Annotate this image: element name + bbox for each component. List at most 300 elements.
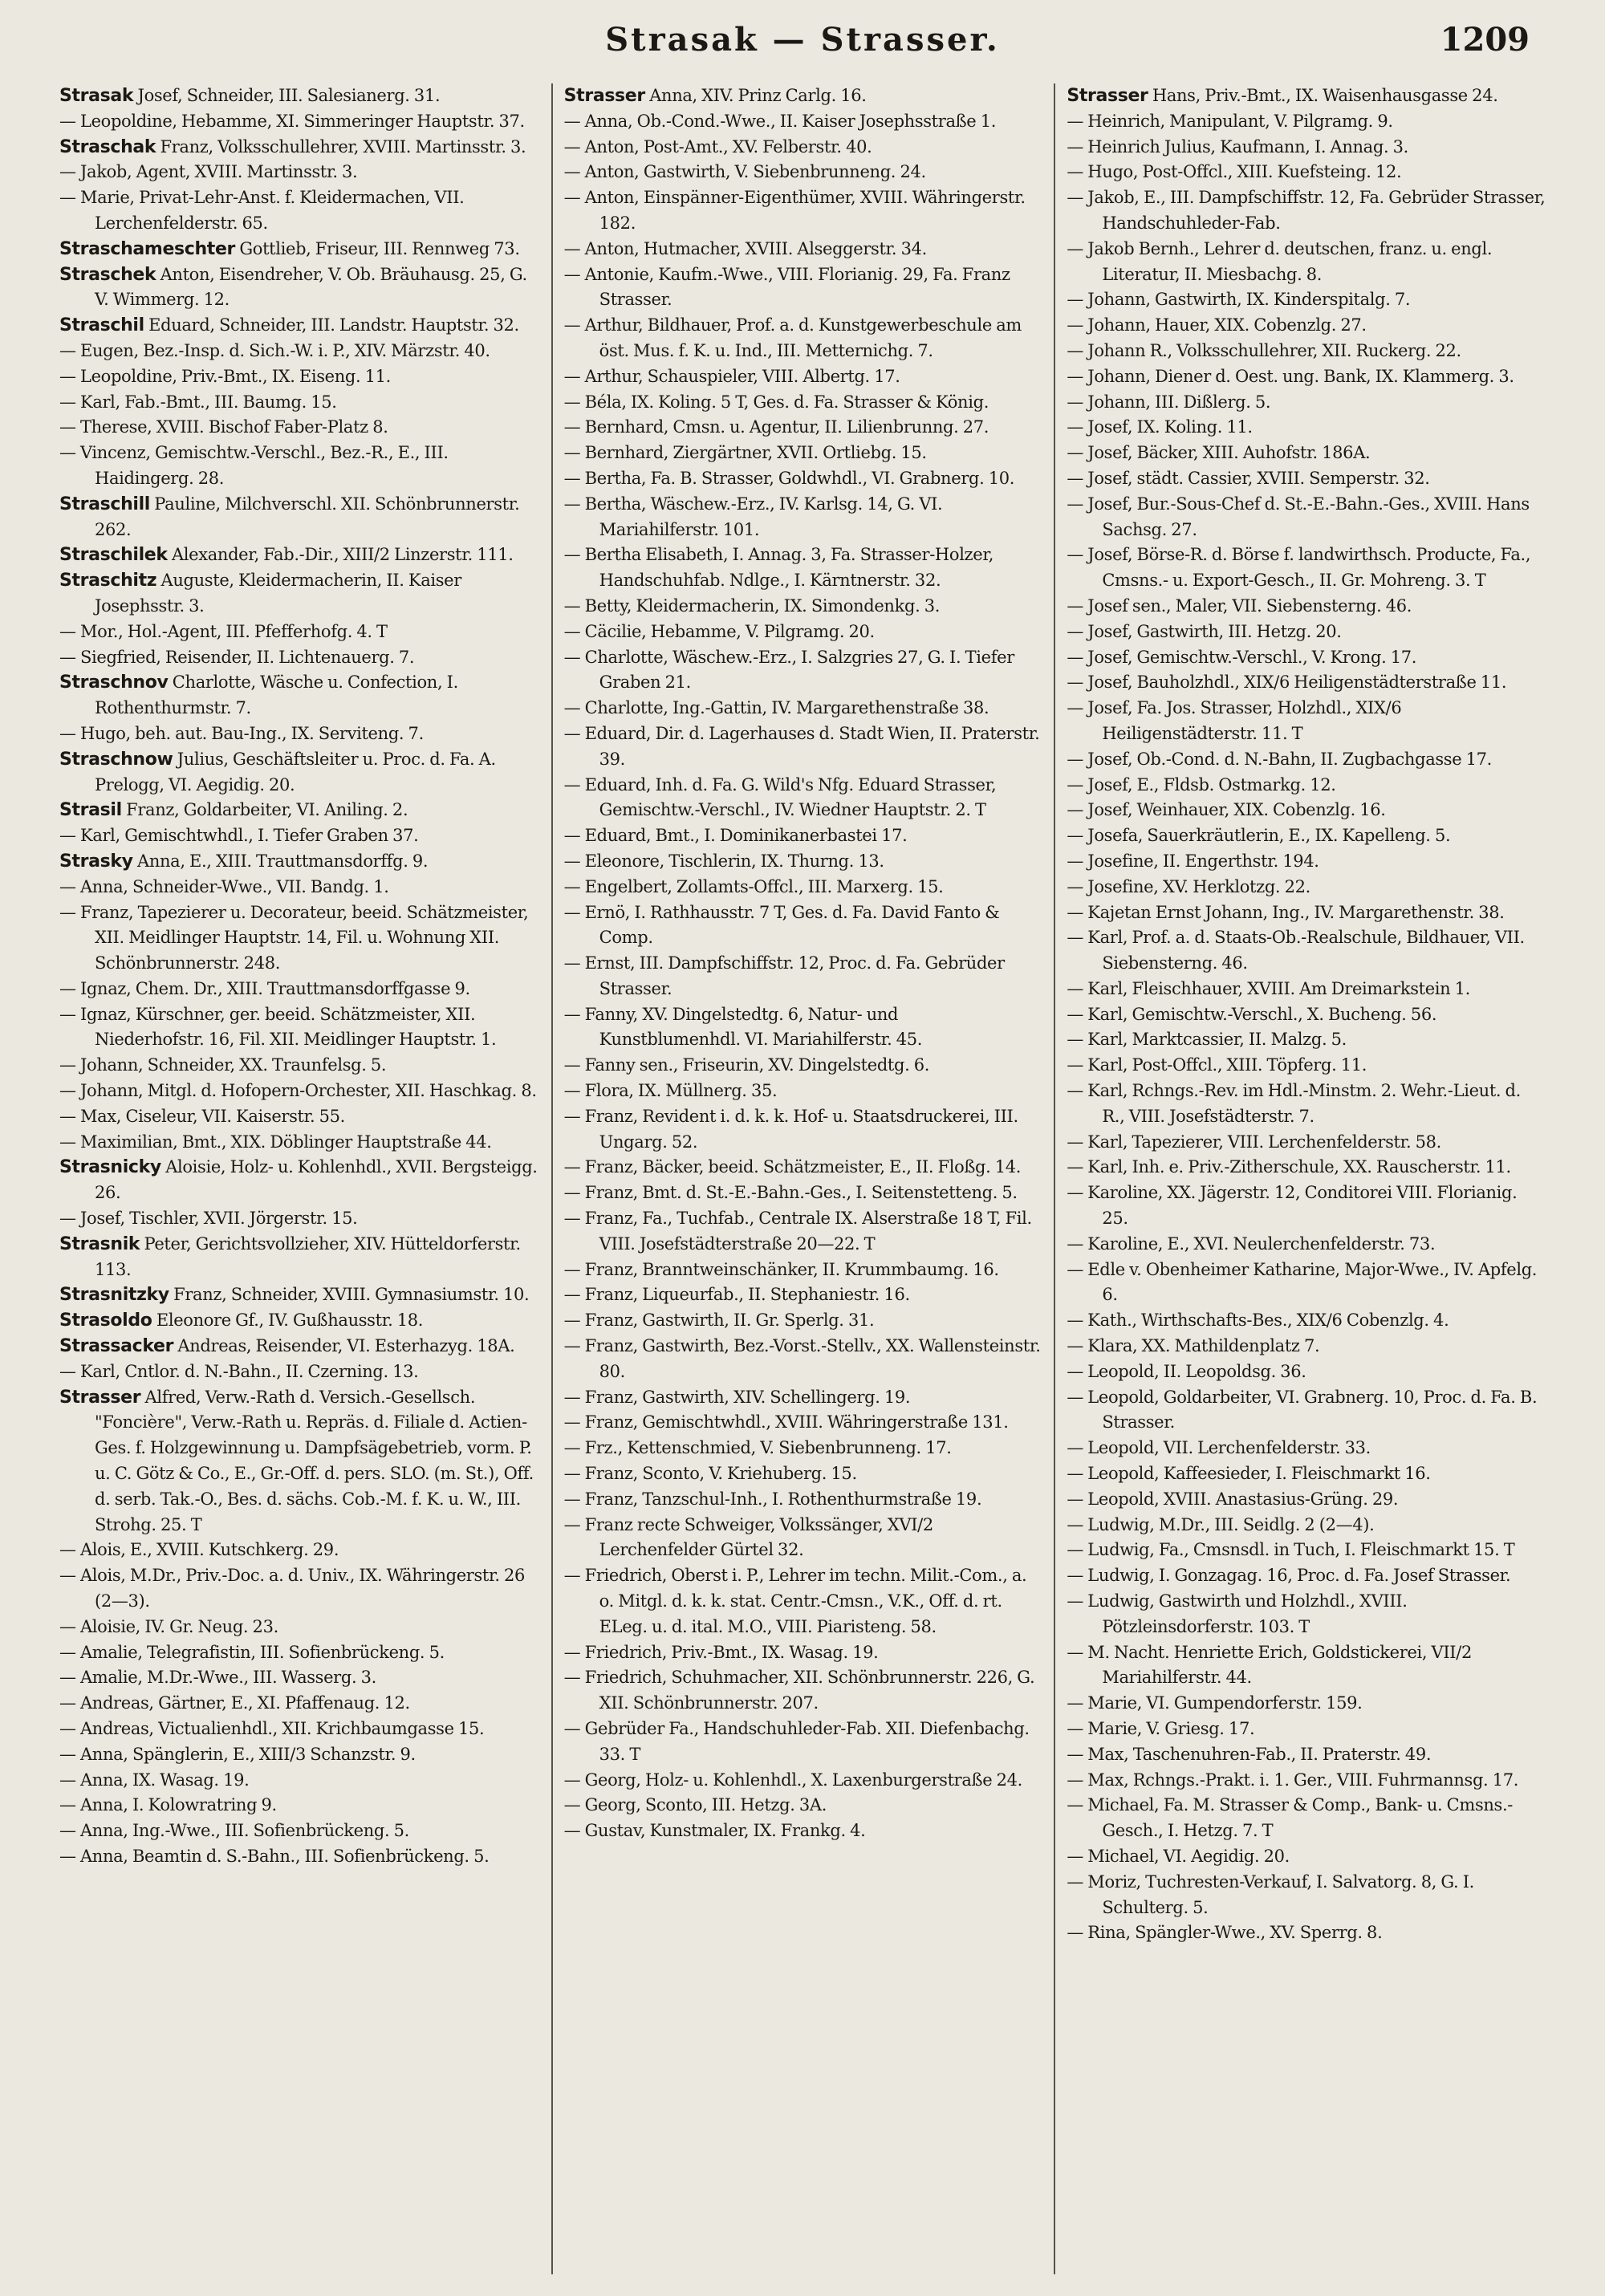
- entry-text: Alfred, Verw.-Rath d. Versich.-Gesellsch. "Foncière", Verw.-Rath u. Repräs. d. Filiale d. Actien-Ges. f. Holzgewinnung u. Dampfsägebetrieb, vorm. P. u. C. Götz & Co., E., Gr.-Off. d. pers. SLO. (m. St.), Off. d. serb. Tak.-O., Bes. d. sächs. Cob.-M. f. K. u. W., III. Strohg. 25. T: [95, 1387, 534, 1534]
- directory-entry: [59, 1615, 540, 1640]
- entry-text: — Anna, Spänglerin, E., XIII/3 Schanzstr. 9.: [59, 1744, 416, 1764]
- entry-text: — Franz, Liqueurfab., II. Stephaniestr. 16.: [563, 1285, 910, 1305]
- directory-entry: [1067, 1461, 1546, 1487]
- entry-text: — Ignaz, Chem. Dr., XIII. Trauttmansdorffgasse 9.: [59, 978, 470, 998]
- entry-text: — Josef, Gastwirth, III. Hetzg. 20.: [1067, 621, 1342, 641]
- entry-text: — Karl, Marktcassier, II. Malzg. 5.: [1067, 1030, 1347, 1050]
- directory-entry: [1067, 1691, 1546, 1717]
- directory-entry: [59, 823, 540, 849]
- entry-text: — Klara, XX. Mathildenplatz 7.: [1067, 1336, 1320, 1356]
- directory-entry: [564, 313, 1043, 364]
- directory-entry: [564, 492, 1043, 543]
- directory-entry: [1067, 925, 1546, 977]
- entry-text: — Betty, Kleidermacherin, IX. Simondenkg. 3.: [563, 595, 941, 616]
- entry-surname: Straschilek: [59, 545, 168, 566]
- directory-entry: [59, 620, 540, 645]
- directory-entry: [564, 1819, 1043, 1844]
- entry-surname: Strasnik: [59, 1233, 140, 1254]
- directory-entry: [1067, 1359, 1546, 1385]
- entry-text: — Franz, Bmt. d. St.-E.-Bahn.-Ges., I. Seitenstetteng. 5.: [563, 1183, 1018, 1203]
- entry-text: — Bertha, Fa. B. Strasser, Goldwhdl., VI. Grabnerg. 10.: [563, 468, 1015, 488]
- entry-text: — Alois, E., XVIII. Kutschkerg. 29.: [59, 1540, 339, 1560]
- entry-text: Andreas, Reisender, VI. Esterhazyg. 18A.: [173, 1336, 515, 1356]
- directory-entry: [564, 1487, 1043, 1513]
- directory-entry: [1067, 543, 1546, 594]
- directory-entry: [1067, 1053, 1546, 1079]
- entry-text: — Kajetan Ernst Johann, Ing., IV. Margarethenstr. 38.: [1067, 902, 1505, 922]
- entry-surname: Straschitz: [59, 571, 157, 591]
- directory-entry: [59, 1002, 540, 1054]
- directory-entry: [564, 1206, 1043, 1258]
- entry-text: — Cäcilie, Hebamme, V. Pilgramg. 20.: [563, 621, 875, 641]
- entry-text: Franz, Schneider, XVIII. Gymnasiumstr. 10.: [169, 1285, 530, 1305]
- entry-text: — Josef, städt. Cassier, XVIII. Semperstr. 32.: [1067, 468, 1430, 488]
- directory-entry: [564, 1717, 1043, 1768]
- entry-text: — Leopold, VII. Lerchenfelderstr. 33.: [1067, 1438, 1371, 1458]
- entry-text: — Charlotte, Ing.-Gattin, IV. Margarethenstraße 38.: [563, 698, 989, 718]
- entry-text: Franz, Volksschullehrer, XVIII. Martinsstr. 3.: [156, 136, 526, 156]
- entry-text: — Josef, Börse-R. d. Börse f. landwirthsch. Producte, Fa., Cmsns.- u. Export-Gesch., II. Gr. Mohreng. 3. T: [1067, 545, 1531, 591]
- directory-entry: [1067, 390, 1546, 416]
- directory-entry: [564, 441, 1043, 466]
- directory-entry: [59, 83, 540, 109]
- directory-entry: [59, 900, 540, 977]
- entry-text: Auguste, Kleidermacherin, II. Kaiser Josephsstr. 3.: [95, 571, 461, 616]
- entry-text: — Johann, Schneider, XX. Traunfelsg. 5.: [59, 1055, 387, 1075]
- directory-entry: [1067, 109, 1546, 135]
- entry-text: Josef, Schneider, III. Salesianerg. 31.: [133, 86, 441, 105]
- entry-text: — Franz, Revident i. d. k. k. Hof- u. Staatsdruckerei, III. Ungarg. 52.: [563, 1106, 1018, 1152]
- entry-text: — Gustav, Kunstmaler, IX. Frankg. 4.: [563, 1821, 866, 1841]
- directory-entry: [1067, 1002, 1546, 1028]
- entry-text: — Hugo, beh. aut. Bau-Ing., IX. Serviteng. 7.: [59, 723, 424, 743]
- directory-entry: [59, 849, 540, 875]
- directory-entry: [1067, 1870, 1546, 1921]
- entry-text: — Michael, VI. Aegidig. 20.: [1067, 1846, 1290, 1866]
- directory-entry: [1067, 1334, 1546, 1359]
- entry-text: Charlotte, Wäsche u. Confection, I. Rothenthurmstr. 7.: [95, 673, 458, 718]
- entry-text: — Leopold, II. Leopoldsg. 36.: [1067, 1361, 1306, 1381]
- directory-entry: [1067, 339, 1546, 364]
- entry-text: — Karl, Prof. a. d. Staats-Ob.-Realschule, Bildhauer, VII. Siebensterng. 46.: [1067, 928, 1525, 973]
- directory-entry: [59, 1691, 540, 1717]
- directory-entry: [1067, 1717, 1546, 1742]
- directory-entry: [59, 1768, 540, 1794]
- entry-text: — Aloisie, IV. Gr. Neug. 23.: [59, 1616, 278, 1636]
- directory-entry: [564, 1002, 1043, 1054]
- page-title: Strasak — Strasser.: [605, 21, 1000, 59]
- entry-surname: Straschnov: [59, 673, 169, 693]
- directory-entry: [59, 415, 540, 441]
- entry-text: Eduard, Schneider, III. Landstr. Hauptstr. 32.: [144, 315, 519, 335]
- directory-entry: [1067, 237, 1546, 288]
- entry-text: — Vincenz, Gemischtw.-Verschl., Bez.-R., E., III. Haidingerg. 28.: [59, 443, 449, 488]
- entry-text: — Franz, Fa., Tuchfab., Centrale IX. Alserstraße 18 T, Fil. VIII. Josefstädterstraße 20—22. T: [563, 1209, 1032, 1254]
- entry-text: — Siegfried, Reisender, II. Lichtenauerg. 7.: [59, 647, 415, 667]
- directory-entry: [564, 364, 1043, 390]
- directory-entry: [59, 1793, 540, 1819]
- directory-entry: [564, 237, 1043, 262]
- entry-text: — Anna, IX. Wasag. 19.: [59, 1770, 250, 1790]
- entry-text: — Heinrich Julius, Kaufmann, I. Annag. 3.: [1067, 136, 1408, 156]
- entry-text: — Eduard, Dir. d. Lagerhauses d. Stadt Wien, II. Praterstr. 39.: [563, 723, 1040, 769]
- directory-entry: [564, 1308, 1043, 1334]
- directory-entry: [59, 747, 540, 799]
- entry-text: — Franz recte Schweiger, Volkssänger, XVI/2 Lerchenfelder Gürtel 32.: [563, 1514, 933, 1560]
- directory-entry: [59, 135, 540, 161]
- directory-entry: [1067, 696, 1546, 747]
- entry-text: — Josefine, II. Engerthstr. 194.: [1067, 851, 1319, 871]
- entry-text: — Andreas, Gärtner, E., XI. Pfaffenaug. 12.: [59, 1693, 410, 1713]
- entry-text: — Johann, Hauer, XIX. Cobenzlg. 27.: [1067, 315, 1367, 335]
- directory-entry: [1067, 185, 1546, 237]
- entry-text: — Johann, Diener d. Oest. ung. Bank, IX. Klammerg. 3.: [1067, 366, 1514, 386]
- entry-surname: Strasoldo: [59, 1311, 152, 1331]
- directory-entry: [59, 160, 540, 185]
- directory-entry: [59, 364, 540, 390]
- entry-surname: Strasil: [59, 800, 122, 821]
- entry-text: — Franz, Bäcker, beeid. Schätzmeister, E., II. Floßg. 14.: [563, 1157, 1022, 1177]
- directory-entry: [564, 543, 1043, 594]
- entry-surname: Straschil: [59, 315, 144, 336]
- directory-entry: [1067, 313, 1546, 339]
- entry-surname: Strasnitzky: [59, 1285, 169, 1306]
- directory-entry: [59, 313, 540, 339]
- entry-text: — Josef, E., Fldsb. Ostmarkg. 12.: [1067, 774, 1336, 794]
- entry-text: — Georg, Holz- u. Kohlenhdl., X. Laxenburgerstraße 24.: [563, 1770, 1022, 1790]
- directory-entry: [59, 1742, 540, 1768]
- directory-columns: [48, 83, 1557, 2274]
- entry-text: — Leopold, Goldarbeiter, VI. Grabnerg. 10, Proc. d. Fa. B. Strasser.: [1067, 1387, 1538, 1432]
- entry-text: — Amalie, M.Dr.-Wwe., III. Wasserg. 3.: [59, 1668, 376, 1688]
- entry-text: — Josef, Fa. Jos. Strasser, Holzhdl., XIX/6 Heiligenstädterstr. 11. T: [1067, 698, 1402, 743]
- entry-text: — Bernhard, Ziergärtner, XVII. Ortliebg. 15.: [563, 443, 927, 463]
- entry-text: — Friedrich, Oberst i. P., Lehrer im techn. Milit.-Com., a. o. Mitgl. d. k. k. stat. Centr.-Cmsn., V.K., Off. d. rt. ELeg. u. d. ital. M.O., VIII. Piaristeng. 58.: [563, 1566, 1027, 1636]
- entry-text: — Fanny sen., Friseurin, XV. Dingelstedtg. 6.: [563, 1055, 930, 1075]
- directory-entry: [1067, 1027, 1546, 1053]
- entry-text: — Hugo, Post-Offcl., XIII. Kuefsteing. 12.: [1067, 162, 1402, 182]
- entry-text: — Max, Ciseleur, VII. Kaiserstr. 55.: [59, 1106, 346, 1126]
- entry-text: — Ludwig, I. Gonzagag. 16, Proc. d. Fa. Josef Strasser.: [1067, 1566, 1511, 1586]
- entry-text: — Charlotte, Wäschew.-Erz., I. Salzgries 27, G. I. Tiefer Graben 21.: [563, 647, 1014, 693]
- entry-text: — Anna, Schneider-Wwe., VII. Bandg. 1.: [59, 876, 389, 896]
- directory-entry: [1067, 849, 1546, 875]
- entry-text: — Leopold, Kaffeesieder, I. Fleischmarkt 16.: [1067, 1464, 1431, 1484]
- directory-entry: [564, 1513, 1043, 1564]
- directory-entry: [564, 466, 1043, 492]
- entry-text: — Friedrich, Priv.-Bmt., IX. Wasag. 19.: [563, 1642, 879, 1662]
- entry-text: — Flora, IX. Müllnerg. 35.: [563, 1081, 778, 1101]
- entry-text: — Jakob, Agent, XVIII. Martinsstr. 3.: [59, 162, 358, 182]
- entry-text: — Eduard, Bmt., I. Dominikanerbastei 17.: [563, 826, 908, 846]
- directory-entry: [1067, 466, 1546, 492]
- directory-entry: [1067, 1308, 1546, 1334]
- directory-entry: [564, 160, 1043, 185]
- directory-entry: [1067, 798, 1546, 823]
- entry-text: — Franz, Gemischtwhdl., XVIII. Währingerstraße 131.: [563, 1412, 1009, 1432]
- entry-text: — Karl, Tapezierer, VIII. Lerchenfelderstr. 58.: [1067, 1132, 1441, 1152]
- entry-text: — Bertha, Wäschew.-Erz., IV. Karlsg. 14, G. VI. Mariahilferstr. 101.: [563, 494, 943, 539]
- entry-text: — Karl, Fleischhauer, XVIII. Am Dreimarkstein 1.: [1067, 978, 1471, 998]
- entry-text: — Ludwig, Fa., Cmsnsdl. in Tuch, I. Fleischmarkt 15. T: [1067, 1540, 1515, 1560]
- entry-text: — Max, Taschenuhren-Fab., II. Praterstr. 49.: [1067, 1744, 1432, 1764]
- directory-entry: [1067, 620, 1546, 645]
- directory-entry: [1067, 900, 1546, 926]
- directory-entry: [564, 1793, 1043, 1819]
- entry-text: — Josef, Weinhauer, XIX. Cobenzlg. 16.: [1067, 800, 1386, 820]
- directory-entry: [1067, 415, 1546, 441]
- directory-entry: [59, 1104, 540, 1130]
- entry-text: Hans, Priv.-Bmt., IX. Waisenhausgasse 24.: [1148, 86, 1498, 105]
- directory-entry: [59, 237, 540, 262]
- entry-text: — Jakob Bernh., Lehrer d. deutschen, franz. u. engl. Literatur, II. Miesbachg. 8.: [1067, 238, 1493, 284]
- entry-text: — Karl, Fab.-Bmt., III. Baumg. 15.: [59, 392, 337, 412]
- entry-text: — Moriz, Tuchresten-Verkauf, I. Salvatorg. 8, G. I. Schulterg. 5.: [1067, 1871, 1474, 1917]
- entry-text: Alexander, Fab.-Dir., XIII/2 Linzerstr. 111.: [167, 545, 514, 565]
- entry-text: — Leopoldine, Priv.-Bmt., IX. Eiseng. 11.: [59, 366, 392, 386]
- entry-text: — Alois, M.Dr., Priv.-Doc. a. d. Univ., IX. Währingerstr. 26 (2—3).: [59, 1566, 526, 1611]
- entry-text: — Edle v. Obenheimer Katharine, Major-Wwe., IV. Apfelg. 6.: [1067, 1259, 1538, 1305]
- entry-text: — Anton, Gastwirth, V. Siebenbrunneng. 24.: [563, 162, 926, 182]
- page-header: [0, 0, 1605, 80]
- entry-text: — Arthur, Bildhauer, Prof. a. d. Kunstgewerbeschule am öst. Mus. f. K. u. Ind., III. Metternichg. 7.: [563, 315, 1022, 360]
- directory-entry: [1067, 594, 1546, 620]
- directory-entry: [59, 1844, 540, 1870]
- directory-entry: [1067, 977, 1546, 1002]
- directory-entry: [1067, 670, 1546, 696]
- directory-entry: [59, 1640, 540, 1666]
- entry-text: — Marie, V. Griesg. 17.: [1067, 1719, 1255, 1738]
- entry-text: — Anna, Ing.-Wwe., III. Sofienbrückeng. 5.: [59, 1821, 409, 1841]
- entry-text: Anna, XIV. Prinz Carlg. 16.: [644, 86, 867, 105]
- directory-entry: [564, 135, 1043, 161]
- directory-entry: [59, 670, 540, 721]
- directory-entry: [564, 721, 1043, 773]
- entry-text: — Ludwig, Gastwirth und Holzhdl., XVIII. Pötzleinsdorferstr. 103. T: [1067, 1591, 1408, 1636]
- entry-text: — Franz, Tapezierer u. Decorateur, beeid. Schätzmeister, XII. Meidlinger Hauptstr. 14, Fil. u. Wohnung XII. Schönbrunnerstr. 248.: [59, 902, 529, 973]
- entry-text: Anna, E., XIII. Trauttmansdorffg. 9.: [132, 851, 429, 871]
- entry-text: — Gebrüder Fa., Handschuhleder-Fab. XII. Diefenbachg. 33. T: [563, 1719, 1030, 1764]
- directory-entry: [564, 1385, 1043, 1411]
- entry-text: — Maximilian, Bmt., XIX. Döblinger Hauptstraße 44.: [59, 1132, 492, 1152]
- entry-text: — Anton, Einspänner-Eigenthümer, XVIII. Währingerstr. 182.: [563, 188, 1026, 233]
- directory-entry: [1067, 1130, 1546, 1156]
- entry-text: — Franz, Gastwirth, XIV. Schellingerg. 19.: [563, 1387, 911, 1407]
- directory-entry: [1067, 1538, 1546, 1563]
- directory-entry: [59, 1538, 540, 1563]
- directory-entry: [1067, 1563, 1546, 1589]
- directory-entry: [564, 109, 1043, 135]
- directory-entry: [59, 798, 540, 823]
- entry-text: — Béla, IX. Koling. 5 T, Ges. d. Fa. Strasser & König.: [563, 392, 989, 412]
- entry-text: — Eleonore, Tischlerin, IX. Thurng. 13.: [563, 851, 884, 871]
- directory-entry: [1067, 364, 1546, 390]
- entry-text: — Josef, Tischler, XVII. Jörgerstr. 15.: [59, 1209, 358, 1229]
- entry-text: — Bernhard, Cmsn. u. Agentur, II. Lilienbrunng. 27.: [563, 417, 989, 437]
- entry-text: — Johann R., Volksschullehrer, XII. Ruckerg. 22.: [1067, 340, 1461, 360]
- entry-text: — Franz, Gastwirth, II. Gr. Sperlg. 31.: [563, 1311, 875, 1331]
- entry-text: — Engelbert, Zollamts-Offcl., III. Marxerg. 15.: [563, 876, 944, 896]
- entry-text: — Josef, Bur.-Sous-Chef d. St.-E.-Bahn.-Ges., XVIII. Hans Sachsg. 27.: [1067, 494, 1530, 539]
- entry-text: Peter, Gerichtsvollzieher, XIV. Hütteldorferstr. 113.: [95, 1233, 521, 1279]
- entry-text: — Jakob, E., III. Dampfschiffstr. 12, Fa. Gebrüder Strasser, Handschuhleder-Fab.: [1067, 188, 1546, 233]
- entry-surname: Straschek: [59, 264, 156, 285]
- directory-entry: [1067, 1640, 1546, 1692]
- directory-entry: [1067, 1436, 1546, 1461]
- entry-text: — Franz, Sconto, V. Kriehuberg. 15.: [563, 1464, 857, 1484]
- directory-entry: [1067, 1385, 1546, 1437]
- directory-entry: [564, 1563, 1043, 1640]
- entry-text: — Georg, Sconto, III. Hetzg. 3A.: [563, 1795, 827, 1815]
- directory-entry: [564, 185, 1043, 237]
- entry-text: — Leopoldine, Hebamme, XI. Simmeringer Hauptstr. 37.: [59, 111, 525, 131]
- entry-text: — Ignaz, Kürschner, ger. beeid. Schätzmeister, XII. Niederhofstr. 16, Fil. XII. Meidlinger Hauptstr. 1.: [59, 1004, 497, 1050]
- directory-entry: [59, 721, 540, 747]
- directory-entry: [564, 390, 1043, 416]
- directory-entry: [59, 875, 540, 900]
- directory-entry: [59, 1155, 540, 1206]
- directory-entry: [564, 1334, 1043, 1385]
- directory-entry: [1067, 1742, 1546, 1768]
- entry-text: — Heinrich, Manipulant, V. Pilgramg. 9.: [1067, 111, 1393, 131]
- directory-entry: [1067, 1793, 1546, 1844]
- entry-text: — Eugen, Bez.-Insp. d. Sich.-W. i. P., XIV. Märzstr. 40.: [59, 340, 490, 360]
- directory-entry: [59, 1206, 540, 1232]
- directory-entry: [59, 645, 540, 671]
- directory-entry: [564, 1258, 1043, 1283]
- entry-text: Gottlieb, Friseur, III. Rennweg 73.: [235, 238, 520, 258]
- entry-text: — Kath., Wirthschafts-Bes., XIX/6 Cobenzlg. 4.: [1067, 1311, 1449, 1331]
- directory-entry: [1067, 287, 1546, 313]
- directory-entry: [564, 773, 1043, 824]
- entry-text: Aloisie, Holz- u. Kohlenhdl., XVII. Bergsteigg. 26.: [95, 1157, 538, 1203]
- entry-text: — Josef, Gemischtw.-Verschl., V. Krong. 17.: [1067, 647, 1417, 667]
- directory-entry: [564, 1768, 1043, 1794]
- directory-entry: [564, 1104, 1043, 1156]
- directory-entry: [59, 390, 540, 416]
- entry-text: — Bertha Elisabeth, I. Annag. 3, Fa. Strasser-Holzer, Handschuhfab. Ndlge., I. Kärntnerstr. 32.: [563, 545, 994, 591]
- entry-text: — M. Nacht. Henriette Erich, Goldstickerei, VII/2 Mariahilferstr. 44.: [1067, 1642, 1472, 1688]
- entry-text: — Johann, Gastwirth, IX. Kinderspitalg. 7.: [1067, 290, 1411, 310]
- entry-surname: Strasnicky: [59, 1157, 161, 1178]
- entry-text: — Franz, Gastwirth, Bez.-Vorst.-Stellv., XX. Wallensteinstr. 80.: [563, 1336, 1041, 1381]
- entry-text: — Franz, Tanzschul-Inh., I. Rothenthurmstraße 19.: [563, 1489, 982, 1509]
- entry-text: — Amalie, Telegrafistin, III. Sofienbrückeng. 5.: [59, 1642, 445, 1662]
- page-number: 1209: [1440, 21, 1530, 59]
- directory-entry: [1067, 773, 1546, 799]
- entry-text: Franz, Goldarbeiter, VI. Aniling. 2.: [121, 800, 408, 820]
- entry-text: — Antonie, Kaufm.-Wwe., VIII. Florianig. 29, Fa. Franz Strasser.: [563, 264, 1010, 310]
- directory-entry: [59, 262, 540, 314]
- directory-entry: [1067, 1258, 1546, 1309]
- directory-entry: [1067, 1232, 1546, 1258]
- entry-text: — Josefine, XV. Herklotzg. 22.: [1067, 876, 1310, 896]
- entry-text: — Anna, I. Kolowratring 9.: [59, 1795, 277, 1815]
- directory-entry: [1067, 160, 1546, 185]
- entry-text: — Karl, Post-Offcl., XIII. Töpferg. 11.: [1067, 1055, 1367, 1075]
- directory-entry: [59, 977, 540, 1002]
- directory-entry: [59, 339, 540, 364]
- directory-entry: [1067, 1513, 1546, 1538]
- directory-entry: [59, 1359, 540, 1385]
- entry-text: — Karl, Rchngs.-Rev. im Hdl.-Minstm. 2. Wehr.-Lieut. d. R., VIII. Josefstädterstr. 7.: [1067, 1081, 1521, 1126]
- entry-surname: Strasak: [59, 86, 134, 106]
- entry-text: — Johann, III. Dißlerg. 5.: [1067, 392, 1271, 412]
- directory-entry: [59, 1665, 540, 1691]
- entry-text: — Leopold, XVIII. Anastasius-Grüng. 29.: [1067, 1489, 1399, 1509]
- entry-text: — Marie, VI. Gumpendorferstr. 159.: [1067, 1693, 1363, 1713]
- directory-column-3: [1054, 83, 1557, 2274]
- entry-text: — Josef sen., Maler, VII. Siebensterng. 46.: [1067, 595, 1412, 616]
- entry-text: — Ernö, I. Rathhausstr. 7 T, Ges. d. Fa. David Fanto & Comp.: [563, 902, 1000, 948]
- directory-entry: [1067, 1589, 1546, 1640]
- directory-entry: [1067, 1768, 1546, 1794]
- directory-entry: [564, 415, 1043, 441]
- directory-entry: [564, 1461, 1043, 1487]
- directory-entry: [59, 1079, 540, 1104]
- directory-entry: [1067, 823, 1546, 849]
- entry-text: Julius, Geschäftsleiter u. Proc. d. Fa. A. Prelogg, VI. Aegidig. 20.: [95, 749, 496, 794]
- entry-text: — Karoline, E., XVI. Neulerchenfelderstr. 73.: [1067, 1233, 1436, 1254]
- directory-entry: [1067, 1844, 1546, 1870]
- directory-entry: [59, 1282, 540, 1308]
- entry-text: — Michael, Fa. M. Strasser & Comp., Bank- u. Cmsns.-Gesch., I. Hetzg. 7. T: [1067, 1795, 1514, 1841]
- entry-text: — Karoline, XX. Jägerstr. 12, Conditorei VIII. Florianig. 25.: [1067, 1183, 1518, 1229]
- entry-surname: Strasser: [59, 1387, 141, 1408]
- directory-entry: [564, 83, 1043, 109]
- directory-entry: [59, 1232, 540, 1283]
- directory-entry: [564, 1436, 1043, 1461]
- directory-entry: [59, 568, 540, 620]
- entry-text: Eleonore Gf., IV. Gußhausstr. 18.: [152, 1311, 424, 1331]
- directory-entry: [564, 1079, 1043, 1104]
- entry-text: — Josef, IX. Koling. 11.: [1067, 417, 1253, 437]
- directory-entry: [564, 1665, 1043, 1717]
- directory-entry: [1067, 747, 1546, 773]
- entry-surname: Strassacker: [59, 1336, 174, 1357]
- entry-text: — Anna, Ob.-Cond.-Wwe., II. Kaiser Josephsstraße 1.: [563, 111, 997, 131]
- entry-text: — Karl, Inh. e. Priv.-Zitherschule, XX. Rauscherstr. 11.: [1067, 1157, 1511, 1177]
- directory-entry: [1067, 1155, 1546, 1181]
- directory-entry: [59, 1334, 540, 1359]
- directory-entry: [564, 875, 1043, 900]
- directory-entry: [1067, 1181, 1546, 1232]
- directory-entry: [564, 951, 1043, 1002]
- entry-text: — Karl, Gemischtwhdl., I. Tiefer Graben 37.: [59, 826, 419, 846]
- directory-entry: [564, 620, 1043, 645]
- entry-text: — Mor., Hol.-Agent, III. Pfefferhofg. 4. T: [59, 621, 388, 641]
- directory-entry: [59, 1563, 540, 1615]
- entry-surname: Strasser: [563, 86, 645, 106]
- entry-surname: Straschnow: [59, 749, 173, 770]
- directory-entry: [59, 1053, 540, 1079]
- directory-entry: [59, 441, 540, 492]
- directory-entry: [564, 594, 1043, 620]
- directory-entry: [59, 1385, 540, 1538]
- directory-entry: [1067, 1079, 1546, 1130]
- directory-entry: [564, 262, 1043, 314]
- directory-entry: [564, 1053, 1043, 1079]
- entry-text: — Fanny, XV. Dingelstedtg. 6, Natur- und Kunstblumenhdl. VI. Mariahilferstr. 45.: [563, 1004, 923, 1050]
- entry-text: — Anton, Hutmacher, XVIII. Alseggerstr. 34.: [563, 238, 927, 258]
- directory-entry: [564, 823, 1043, 849]
- directory-entry: [59, 1130, 540, 1156]
- entry-surname: Strasky: [59, 851, 133, 872]
- entry-text: — Karl, Cntlor. d. N.-Bahn., II. Czerning. 13.: [59, 1361, 419, 1381]
- directory-entry: [59, 185, 540, 237]
- directory-entry: [564, 1155, 1043, 1181]
- entry-text: — Rina, Spängler-Wwe., XV. Sperrg. 8.: [1067, 1923, 1383, 1943]
